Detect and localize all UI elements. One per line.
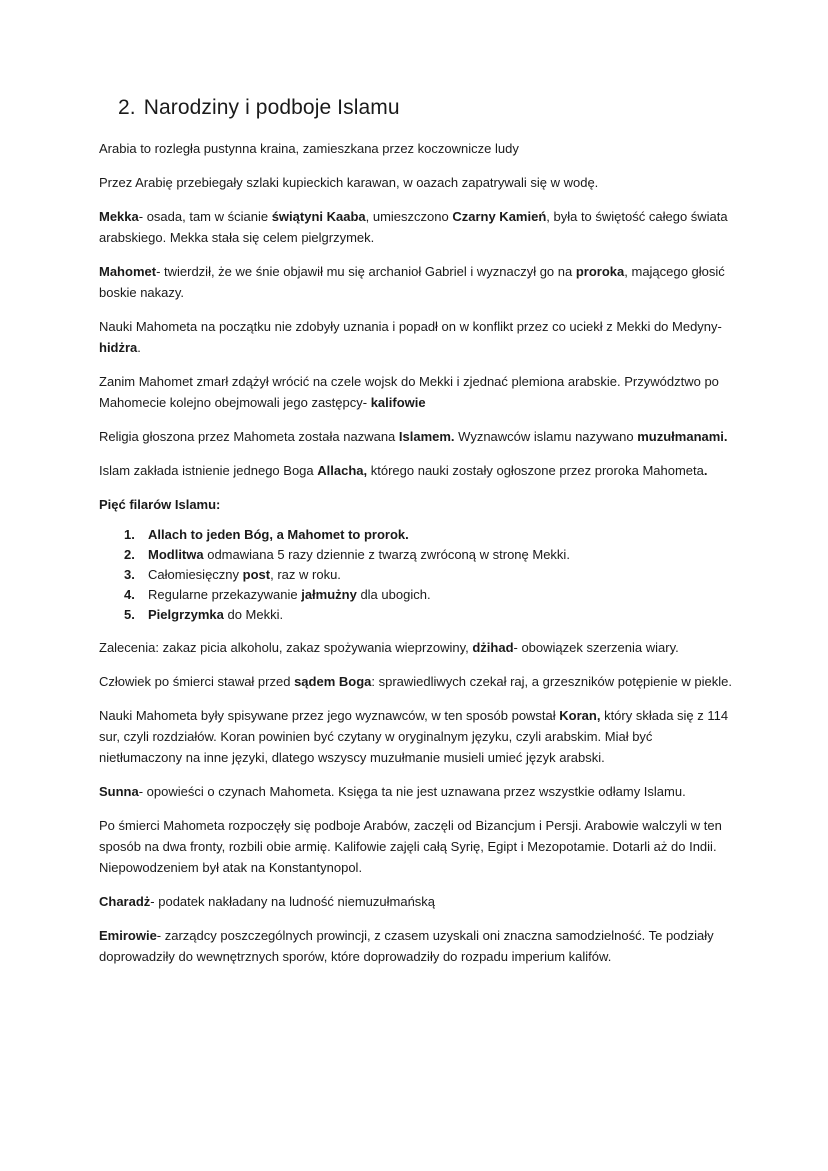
bold-term: jałmużny (301, 587, 357, 602)
bold-term: Czarny Kamień (452, 209, 547, 224)
bold-term: Mahomet (99, 264, 157, 279)
text-run: : sprawiedliwych czekał raj, a grzeszników potępienie w piekle. (371, 674, 732, 689)
text-run: Nauki Mahometa na początku nie zdobyły uznania i popadł on w konflikt przez co uciekł z Mekki do Medyny- (99, 319, 722, 334)
text-run: . (137, 340, 141, 355)
bold-term: Emirowie (99, 928, 157, 943)
five-pillars-list (99, 525, 739, 625)
text-run: - podatek nakładany na ludność niemuzułmańską (150, 894, 436, 909)
pillar-item (124, 545, 739, 565)
paragraph (99, 781, 739, 802)
paragraph (99, 261, 739, 303)
text-run: Przez Arabię przebiegały szlaki kupieckich karawan, w oazach zapatrywali się w wodę. (99, 175, 599, 190)
paragraph (99, 371, 739, 413)
text-run: Zalecenia: zakaz picia alkoholu, zakaz spożywania wieprzowiny, (99, 640, 473, 655)
text-run: , mającego głosić boskie nakazy. (99, 264, 725, 300)
text-run: dla ubogich. (356, 587, 431, 602)
text-run: Człowiek po śmierci stawał przed (99, 674, 295, 689)
pillar-number: 3. (124, 567, 135, 582)
bold-term: świątyni Kaaba (271, 209, 366, 224)
bold-term: sądem Boga (294, 674, 372, 689)
text-run: odmawiana 5 razy dziennie z twarzą zwróconą w stronę Mekki. (203, 547, 570, 562)
bold-term: Pielgrzymka (148, 607, 224, 622)
bold-term: proroka (575, 264, 625, 279)
paragraph (99, 705, 739, 768)
bold-term: post (242, 567, 271, 582)
paragraph (99, 206, 739, 248)
text-run: Religia głoszona przez Mahometa została nazwana (99, 429, 399, 444)
bold-term: kalifowie (370, 395, 426, 410)
paragraph (99, 460, 739, 481)
document-page (99, 96, 739, 980)
paragraph (99, 316, 739, 358)
pillar-item (124, 525, 739, 545)
text-run: Regularne przekazywanie (148, 587, 302, 602)
text-run: Całomiesięczny (148, 567, 243, 582)
paragraphs-after-list (99, 637, 739, 967)
bold-term: Islamem. (398, 429, 455, 444)
bold-term: Charadż (99, 894, 151, 909)
bold-term: Modlitwa (148, 547, 204, 562)
bold-term: Allach to jeden Bóg, a Mahomet to prorok. (148, 527, 409, 542)
paragraph (99, 138, 739, 159)
text-run: - obowiązek szerzenia wiary. (513, 640, 679, 655)
pillar-number: 5. (124, 607, 135, 622)
paragraph (99, 815, 739, 878)
bold-term: dżihad (472, 640, 514, 655)
text-run: który składa się z 114 sur, czyli rozdziałów. Koran powinien być czytany w oryginalnym języku, czyli arabskim. Miał być nietłumaczony na inne języki, dlatego wszyscy muzułmanie musieli umieć język arabski. (99, 708, 729, 765)
paragraph (99, 426, 739, 447)
bold-term: Koran, (559, 708, 601, 723)
text-run: Arabia to rozległa pustynna kraina, zamieszkana przez koczownicze ludy (99, 141, 519, 156)
text-run: Zanim Mahomet zmarł zdążył wrócić na czele wojsk do Mekki i zjednać plemiona arabskie. Przywództwo po Mahomecie kolejno obejmowali jego zastępcy- (99, 374, 719, 410)
bold-term: . (703, 463, 708, 478)
text-run: - opowieści o czynach Mahometa. Księga ta nie jest uznawana przez wszystkie odłamy Islamu. (138, 784, 686, 799)
text-run: Wyznawców islamu nazywano (454, 429, 638, 444)
bold-term: Sunna (99, 784, 139, 799)
text-run: Islam zakłada istnienie jednego Boga (99, 463, 318, 478)
text-run: , była to świętość całego świata arabskiego. Mekka stała się celem pielgrzymek. (99, 209, 728, 245)
text-run: Po śmierci Mahometa rozpoczęły się podboje Arabów, zaczęli od Bizancjum i Persji. Arabowie walczyli w ten sposób na dwa fronty, rozbili obie armię. Kalifowie zajęli całą Syrię, Egipt i Mezopotamie. Dotarli aż do Indii. Niepowodzeniem był atak na Konstantynopol. (99, 818, 722, 875)
paragraph (99, 891, 739, 912)
text-run: , raz w roku. (270, 567, 341, 582)
bold-term: muzułmanami. (637, 429, 728, 444)
paragraph (99, 637, 739, 658)
text-run: - osada, tam w ścianie (138, 209, 272, 224)
bold-term: Allacha, (317, 463, 368, 478)
pillar-item (124, 585, 739, 605)
text-run: Nauki Mahometa były spisywane przez jego wyznawców, w ten sposób powstał (99, 708, 560, 723)
pillar-item (124, 565, 739, 585)
pillar-item (124, 605, 739, 625)
bold-term: Pięć filarów Islamu: (99, 497, 221, 512)
bold-term: Mekka (99, 209, 139, 224)
pillar-number: 4. (124, 587, 135, 602)
page-title (118, 96, 739, 120)
text-run: , umieszczono (365, 209, 453, 224)
paragraph (99, 671, 739, 692)
text-run: - twierdził, że we śnie objawił mu się archanioł Gabriel i wyznaczył go na (156, 264, 576, 279)
title-number: 2. (118, 96, 136, 119)
paragraph (99, 494, 739, 515)
pillar-number: 1. (124, 527, 135, 542)
paragraph (99, 172, 739, 193)
title-text: Narodziny i podboje Islamu (143, 96, 400, 119)
paragraphs-before-list (99, 138, 739, 515)
pillar-number: 2. (124, 547, 135, 562)
bold-term: hidżra (99, 340, 138, 355)
text-run: którego nauki zostały ogłoszone przez proroka Mahometa (367, 463, 704, 478)
text-run: - zarządcy poszczególnych prowincji, z czasem uzyskali oni znaczna samodzielność. Te podziały doprowadziły do wewnętrznych sporów, które doprowadziły do rozpadu imperium kalifów. (99, 928, 714, 964)
text-run: do Mekki. (223, 607, 284, 622)
paragraph (99, 925, 739, 967)
